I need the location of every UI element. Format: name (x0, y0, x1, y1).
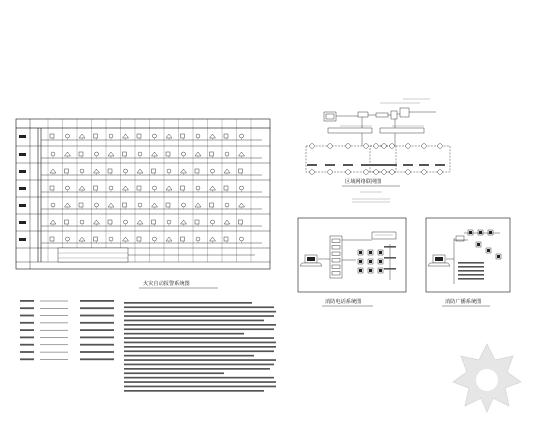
riser-module (65, 169, 69, 173)
legend-text-bar (80, 315, 114, 317)
network-server-box (400, 108, 409, 117)
riser-alarm-button (166, 134, 172, 138)
riser-module (123, 203, 127, 207)
riser-detector (80, 220, 84, 224)
legend-text-bar (80, 329, 114, 331)
riser-floor-tag (19, 135, 26, 138)
riser-detector (240, 134, 244, 138)
riser-caption: 火灾自动报警系统图 (143, 281, 190, 287)
riser-module (123, 152, 127, 156)
riser-detector (196, 134, 200, 138)
network-loop-a (306, 146, 396, 172)
riser-alarm-button (123, 186, 129, 190)
riser-alarm-button (50, 220, 56, 224)
riser-module (137, 134, 141, 138)
riser-module (50, 134, 54, 138)
riser-alarm-button (50, 169, 56, 173)
network-node (382, 144, 387, 149)
network-node-label (435, 164, 445, 166)
legend-text-bar (80, 300, 114, 302)
network-node (422, 144, 427, 149)
riser-detector (196, 186, 200, 190)
network-loop-b (370, 146, 450, 172)
legend-symbol (20, 307, 34, 309)
riser-module (195, 169, 199, 173)
riser-devices (19, 134, 262, 243)
panel-left-devices (358, 244, 396, 280)
network-node (406, 144, 411, 149)
network-node (374, 170, 379, 175)
riser-columns (48, 119, 251, 262)
riser-module (94, 186, 98, 190)
network-node (364, 144, 369, 149)
note-line (124, 306, 274, 308)
riser-alarm-button (123, 134, 129, 138)
riser-detector (109, 134, 113, 138)
riser-detector (240, 237, 244, 241)
riser-module (79, 152, 83, 156)
riser-detector (124, 220, 128, 224)
panel-right-label (458, 278, 484, 280)
network-node (406, 170, 411, 175)
panel-left-label (384, 257, 396, 259)
riser-detector (66, 134, 70, 138)
legend-text-bar (80, 337, 114, 339)
panel-right-label (458, 262, 484, 264)
cabinet-slot (332, 239, 340, 243)
riser-module (166, 152, 170, 156)
riser-alarm-button (123, 237, 129, 241)
panel-left (298, 218, 406, 306)
legend-symbol (20, 337, 34, 339)
riser-alarm-button (239, 203, 245, 207)
network-node (422, 170, 427, 175)
network-node (310, 144, 315, 149)
riser-detector (95, 203, 99, 207)
network-node-label (403, 164, 413, 166)
note-line (124, 333, 244, 335)
panel-left-caption: 消防电话系统图 (325, 299, 362, 305)
riser-module (224, 134, 228, 138)
legend-symbol (20, 322, 34, 324)
network-node (382, 170, 387, 175)
network-node (346, 144, 351, 149)
legend-text-bar (80, 307, 114, 309)
riser-floor-tag (19, 221, 26, 224)
network-node-label (361, 164, 371, 166)
riser-detector (211, 220, 215, 224)
cabinet-slot (332, 272, 340, 276)
network-node (328, 144, 333, 149)
riser-detector (124, 169, 128, 173)
riser-detector (66, 237, 70, 241)
note-line (124, 337, 274, 339)
network-node (438, 144, 443, 149)
riser-alarm-button (210, 186, 216, 190)
riser-detector (153, 237, 157, 241)
riser-module (224, 186, 228, 190)
riser-floor-rows (16, 128, 270, 262)
riser-module (108, 169, 112, 173)
riser-alarm-button (152, 203, 158, 207)
network-top-caption: 区域网络联网图 (345, 179, 382, 185)
riser-detector (182, 152, 186, 156)
note-line (124, 372, 224, 374)
legend-text-bar (80, 351, 114, 353)
riser-detector (167, 169, 171, 173)
riser-module (108, 220, 112, 224)
network-node-label (343, 164, 353, 166)
network-loop-a-controller (328, 128, 372, 133)
network-node-label (371, 164, 381, 166)
panel-right-caption: 消防广播系统图 (445, 299, 482, 305)
riser-floor-tag (19, 153, 26, 156)
design-notes (124, 302, 276, 392)
note-line (124, 342, 276, 344)
cabinet-slot (332, 252, 340, 256)
riser-module (224, 237, 228, 241)
riser-alarm-button (166, 186, 172, 190)
riser-module (137, 237, 141, 241)
riser-floor-tag (19, 238, 26, 241)
note-line (124, 302, 252, 304)
riser-frame (16, 119, 270, 269)
network-node (438, 170, 443, 175)
riser-alarm-button (79, 186, 85, 190)
riser-alarm-button (210, 237, 216, 241)
legend-symbol (20, 351, 34, 353)
riser-alarm-button (65, 203, 71, 207)
riser-detector (153, 134, 157, 138)
legend-text-bar (80, 322, 114, 324)
network-node (346, 170, 351, 175)
riser-alarm-button (195, 152, 201, 156)
riser-module (65, 220, 69, 224)
riser-detector (153, 186, 157, 190)
riser-detector (138, 152, 142, 156)
legend-text-bar (80, 344, 114, 346)
riser-detector (167, 220, 171, 224)
panel-right-label (458, 270, 484, 272)
riser-module (210, 152, 214, 156)
riser-alarm-button (137, 220, 143, 224)
panel-right-label (458, 266, 484, 268)
riser-detector (225, 203, 229, 207)
legend-symbol (20, 344, 34, 346)
riser-module (210, 203, 214, 207)
riser-alarm-button (65, 152, 71, 156)
panel-left-top-module (372, 232, 396, 239)
network-host-box (358, 112, 368, 117)
riser-module (181, 237, 185, 241)
network-converter-box (376, 113, 388, 117)
legend-text-bar (80, 358, 114, 360)
riser-detector (109, 186, 113, 190)
note-line (124, 350, 274, 352)
riser-alarm-button (94, 169, 100, 173)
panel-right-router (456, 236, 464, 241)
riser-module (239, 169, 243, 173)
note-line (124, 328, 274, 330)
star-watermark-icon (453, 344, 521, 412)
network-diagram (306, 99, 450, 202)
riser-module (50, 237, 54, 241)
riser-module (166, 203, 170, 207)
legend-symbol (20, 358, 34, 360)
cabinet-slot (332, 246, 340, 250)
riser-module (94, 134, 98, 138)
riser-floor-tag (19, 170, 26, 173)
network-nodes (307, 144, 445, 175)
note-line (124, 364, 274, 366)
network-node (364, 170, 369, 175)
panel-right (426, 218, 510, 306)
panel-left-label (384, 268, 396, 270)
riser-detector (225, 152, 229, 156)
riser-module (239, 220, 243, 224)
riser-alarm-button (181, 169, 187, 173)
network-node (390, 144, 395, 149)
riser-floor-tag (19, 204, 26, 207)
riser-detector (182, 203, 186, 207)
riser-module (50, 186, 54, 190)
riser-floor-tag (19, 187, 26, 190)
network-node-label (387, 164, 397, 166)
riser-module (79, 203, 83, 207)
riser-alarm-button (195, 203, 201, 207)
legend-symbol (20, 300, 34, 302)
note-line (124, 315, 274, 317)
note-line (124, 320, 264, 322)
riser-module (94, 237, 98, 241)
network-node (374, 144, 379, 149)
control-panel-block (58, 248, 128, 262)
network-node-label (419, 164, 429, 166)
note-line (124, 386, 276, 388)
network-loop-b-controller (380, 128, 424, 133)
riser-detector (80, 169, 84, 173)
network-node (328, 170, 333, 175)
riser-alarm-button (181, 220, 187, 224)
riser-alarm-button (94, 220, 100, 224)
network-node-label (325, 164, 335, 166)
note-line (124, 359, 276, 361)
riser-module (195, 220, 199, 224)
riser-detector (138, 203, 142, 207)
riser-module (181, 186, 185, 190)
riser-alarm-button (210, 134, 216, 138)
legend-list (20, 300, 114, 360)
riser-alarm-button (108, 152, 114, 156)
panel-right-label (458, 274, 484, 276)
cabinet-slot (332, 259, 340, 263)
note-line (124, 381, 276, 383)
cabinet-slot (332, 265, 340, 269)
riser-detector (95, 152, 99, 156)
riser-module (152, 220, 156, 224)
riser-alarm-button (108, 203, 114, 207)
note-line (124, 377, 274, 379)
riser-diagram (16, 119, 270, 288)
network-switch-box (391, 111, 397, 119)
riser-module (152, 169, 156, 173)
network-node-label (307, 164, 317, 166)
riser-module (137, 186, 141, 190)
riser-alarm-button (79, 237, 85, 241)
riser-alarm-button (137, 169, 143, 173)
riser-detector (66, 186, 70, 190)
panel-left-label (384, 246, 396, 248)
note-line (124, 346, 276, 348)
legend-symbol (20, 329, 34, 331)
legend-symbol (20, 315, 34, 317)
riser-module (181, 134, 185, 138)
riser-alarm-button (79, 134, 85, 138)
riser-alarm-button (152, 152, 158, 156)
riser-detector (51, 152, 55, 156)
riser-detector (109, 237, 113, 241)
note-line (124, 368, 270, 370)
network-node (390, 170, 395, 175)
note-line (124, 311, 276, 313)
riser-detector (211, 169, 215, 173)
riser-detector (51, 203, 55, 207)
note-line (124, 355, 254, 357)
riser-alarm-button (224, 169, 230, 173)
riser-alarm-button (166, 237, 172, 241)
riser-detector (240, 186, 244, 190)
note-line (124, 324, 276, 326)
note-line (124, 390, 264, 392)
riser-alarm-button (239, 152, 245, 156)
network-node (310, 170, 315, 175)
riser-alarm-button (224, 220, 230, 224)
riser-detector (196, 237, 200, 241)
